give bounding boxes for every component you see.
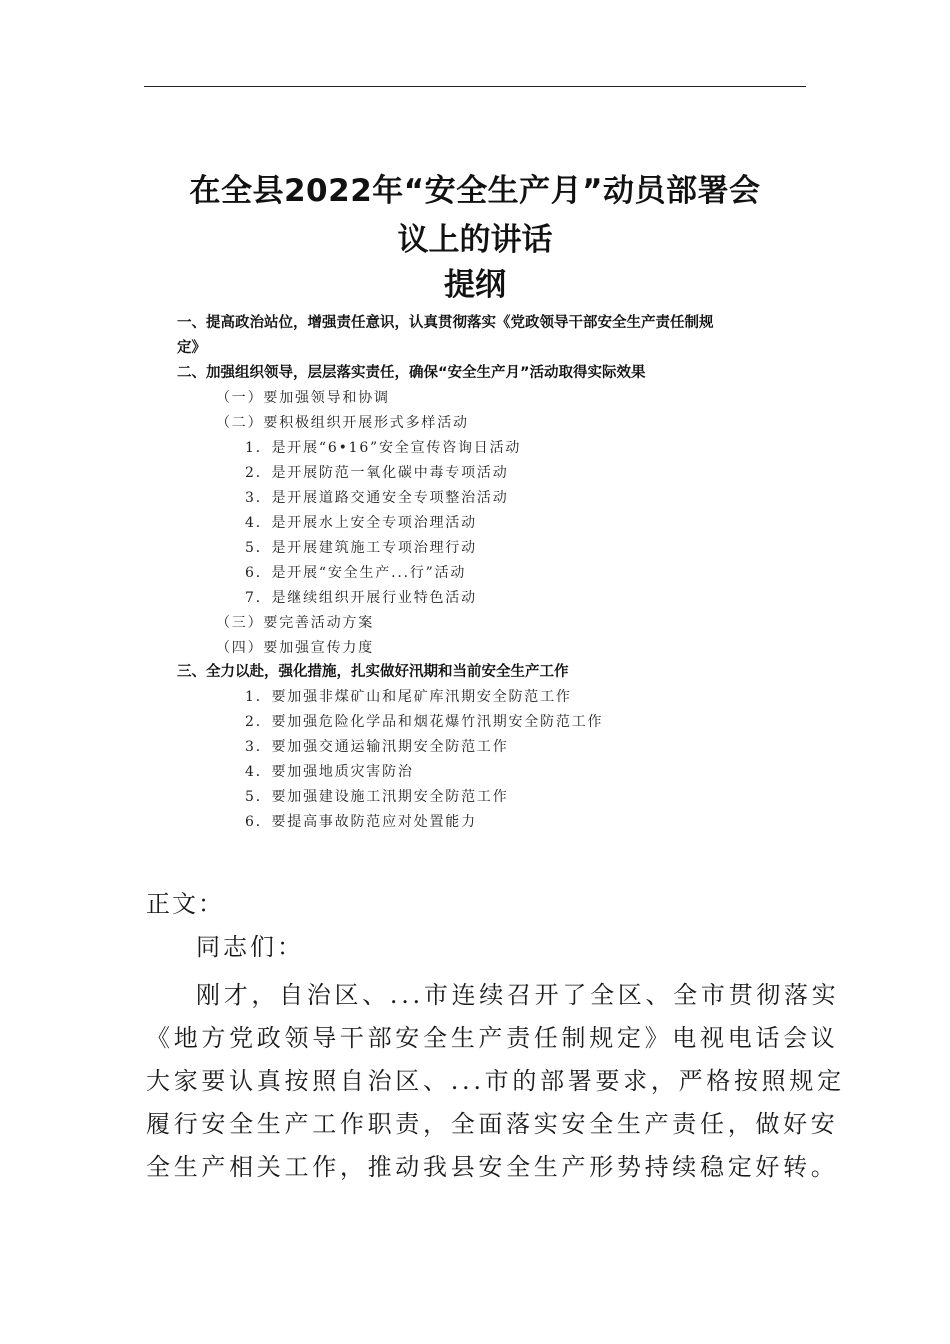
outline-item: 3．是开展道路交通安全专项整治活动 (245, 490, 509, 506)
document-subtitle: 提纲 (444, 267, 506, 303)
outline-item: 1．要加强非煤矿山和尾矿库汛期安全防范工作 (245, 689, 572, 705)
paragraph-line: 刚才，自治区、...市连续召开了全区、全市贯彻落实 (196, 981, 840, 1009)
outline-item: 定》 (177, 340, 206, 356)
outline-item: 一、提高政治站位，增强责任意识，认真贯彻落实《党政领导干部安全生产责任制规 (177, 315, 714, 331)
outline-item: 3．要加强交通运输汛期安全防范工作 (245, 739, 509, 755)
salutation: 同志们： (196, 933, 304, 961)
document-title-line-1: 在全县2022年“安全生产月”动员部署会 (189, 173, 761, 209)
paragraph-line: 大家要认真按照自治区、...市的部署要求，严格按照规定 (146, 1067, 845, 1095)
outline-item: 1．是开展“6•16”安全宣传咨询日活动 (245, 440, 522, 456)
outline-item: 4．要加强地质灾害防治 (245, 764, 414, 780)
outline-item: （四）要加强宣传力度 (216, 640, 374, 656)
outline-item: 7．是继续组织开展行业特色活动 (245, 590, 477, 606)
paragraph-line: 全生产相关工作，推动我县安全生产形势持续稳定好转。 (146, 1153, 839, 1181)
outline-item: 4．是开展水上安全专项治理活动 (245, 515, 477, 531)
outline-item: 6．是开展“安全生产...行”活动 (245, 565, 467, 581)
body-label: 正文： (146, 890, 224, 918)
header-rule (144, 86, 806, 87)
paragraph-line: 《地方党政领导干部安全生产责任制规定》电视电话会议 (146, 1024, 839, 1052)
outline-item: 5．要加强建设施工汛期安全防范工作 (245, 789, 509, 805)
outline-item: （三）要完善活动方案 (216, 615, 374, 631)
outline-item: 6．要提高事故防范应对处置能力 (245, 814, 477, 830)
outline-item: 二、加强组织领导，层层落实责任，确保“安全生产月”活动取得实际效果 (177, 365, 646, 381)
outline-item: 三、全力以赴，强化措施，扎实做好汛期和当前安全生产工作 (177, 664, 569, 680)
outline-item: 5．是开展建筑施工专项治理行动 (245, 540, 477, 556)
outline-item: （二）要积极组织开展形式多样活动 (216, 415, 469, 431)
outline-item: 2．要加强危险化学品和烟花爆竹汛期安全防范工作 (245, 714, 604, 730)
document-title-line-2: 议上的讲话 (397, 222, 553, 258)
paragraph-line: 履行安全生产工作职责，全面落实安全生产责任，做好安 (146, 1110, 839, 1138)
outline-item: 2．是开展防范一氧化碳中毒专项活动 (245, 465, 509, 481)
outline-item: （一）要加强领导和协调 (216, 390, 390, 406)
